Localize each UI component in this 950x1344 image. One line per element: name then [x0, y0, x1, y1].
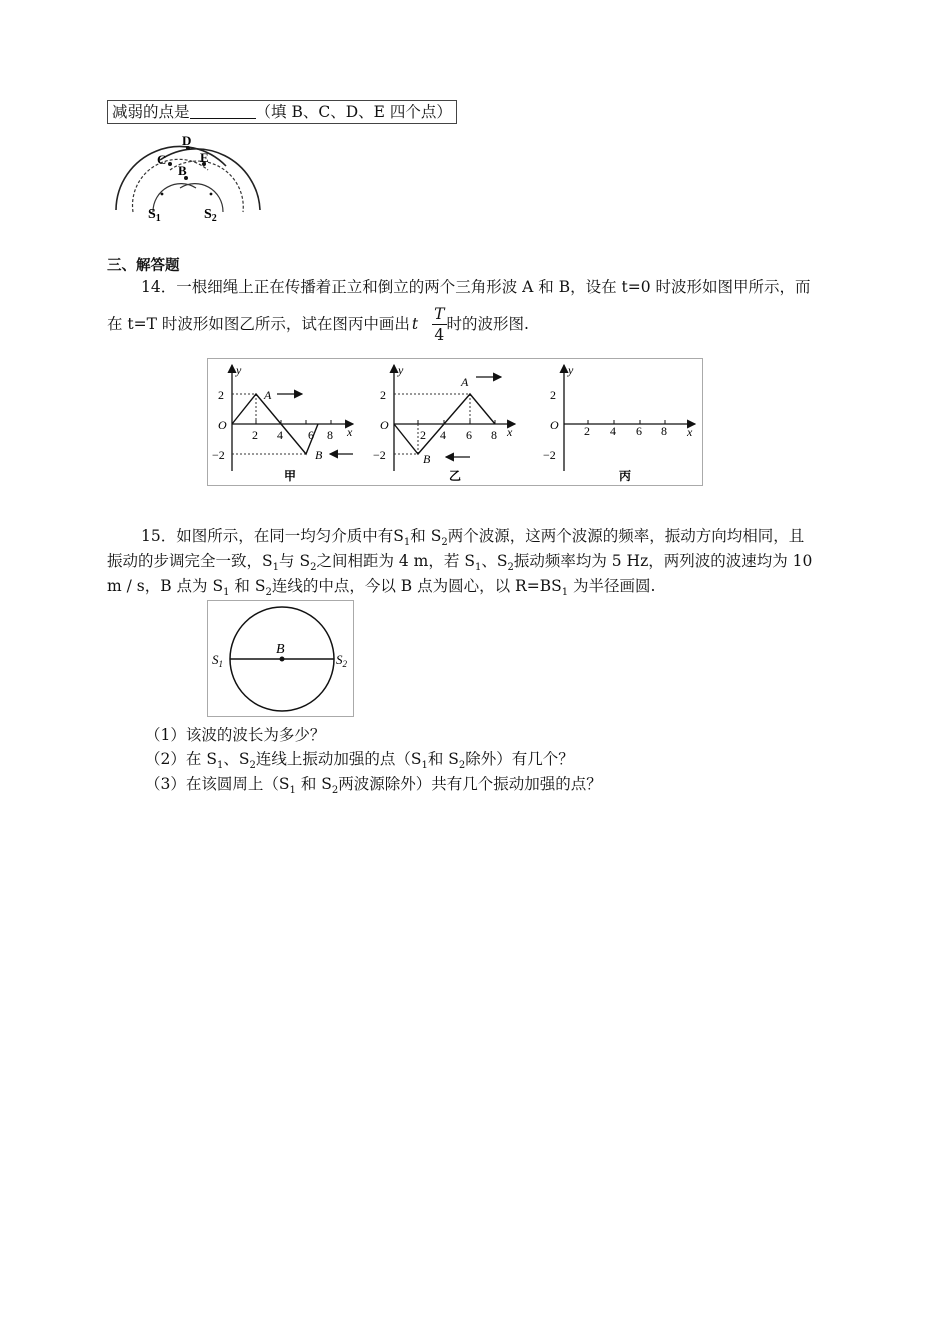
q15-text: 和 — [234, 577, 250, 595]
subscript: 1 — [403, 537, 411, 548]
x-tick: 8 — [327, 428, 333, 442]
label-s2: $S_2$ — [204, 207, 217, 224]
q14-line2-a: 在 t=T 时波形如图乙所示，试在图丙中画出 — [107, 315, 410, 333]
q15-text: （2）在 — [145, 750, 202, 768]
subscript: 2 — [331, 785, 339, 796]
q15-text: m / s，B 点为 — [107, 577, 208, 595]
y-tick: −2 — [212, 448, 225, 462]
q15-figure-frame — [207, 600, 354, 717]
label-d: D — [182, 133, 192, 148]
subscript: 2 — [441, 537, 448, 548]
y-tick: 2 — [550, 388, 556, 402]
x-tick: 4 — [277, 428, 283, 442]
answer-blank[interactable] — [190, 102, 256, 119]
caption-jia: 甲 — [284, 469, 297, 483]
subscript: 1 — [216, 760, 224, 771]
fraction-t-over-4 — [432, 304, 446, 345]
q15-text: 为半径画圆. — [573, 577, 656, 595]
x-tick: 2 — [584, 424, 590, 438]
subscript: 1 — [223, 587, 230, 598]
q15-text: 与 — [279, 552, 295, 570]
q15-line3 — [107, 575, 655, 604]
subscript: 1 — [272, 562, 280, 573]
subscript: 1 — [561, 587, 569, 598]
subscript: 1 — [421, 760, 428, 771]
x-tick: 2 — [252, 428, 258, 442]
x-tick: 6 — [466, 428, 472, 442]
graph-jia — [212, 363, 353, 483]
q15-text: 15．如图所示，在同一均匀介质中有 — [141, 527, 394, 545]
wave-arc-right-outer — [160, 149, 260, 210]
q15-text: 振动频率均为 5 Hz，两列波的波速均为 10 — [513, 552, 813, 570]
graph-yi — [373, 363, 515, 483]
subscript: 2 — [310, 562, 317, 573]
y-tick: −2 — [373, 448, 386, 462]
x-tick: 6 — [636, 424, 642, 438]
q15-text: 、 — [481, 552, 497, 570]
y-tick: 2 — [218, 388, 224, 402]
symbol-s: S — [278, 775, 290, 793]
q15-text: 连线的中点，今以 B 点为圆心，以 R=BS — [271, 577, 562, 595]
symbol-s: S — [254, 577, 266, 595]
wave-arc-right-small — [180, 184, 223, 212]
label-s2: $S_2$ — [336, 652, 347, 669]
label-e: E — [200, 150, 209, 165]
q13-answer-line — [107, 100, 457, 124]
origin-label: O — [550, 418, 559, 432]
origin-label: O — [218, 418, 227, 432]
q13-prefix: 减弱的点是 — [112, 103, 190, 121]
circle-figure — [208, 601, 353, 716]
y-label: y — [568, 363, 574, 377]
symbol-s: S — [238, 750, 250, 768]
subscript: 2 — [458, 760, 466, 771]
wave-a-label: A — [461, 375, 469, 389]
center-point-b — [280, 657, 285, 662]
fraction-denominator: 4 — [434, 325, 445, 344]
symbol-s: S — [299, 552, 311, 570]
y-tick: −2 — [543, 448, 556, 462]
wave-b-label: B — [423, 452, 431, 466]
wave-b-label: B — [315, 448, 323, 462]
source-s2-dot — [210, 193, 213, 196]
q15-subquestion-3 — [145, 773, 602, 802]
section-heading: 三、解答题 — [107, 258, 180, 274]
x-label: x — [687, 425, 693, 439]
point-c — [168, 162, 172, 166]
graph-bing — [543, 363, 695, 483]
label-c: C — [157, 152, 167, 167]
symbol-s: S — [212, 577, 224, 595]
q15-text: 之间相距为 4 m，若 — [316, 552, 460, 570]
y-tick: 2 — [380, 388, 386, 402]
q15-text: 和 — [427, 750, 444, 768]
q15-text: 振动的步调完全一致， — [107, 552, 263, 570]
subscript: 1 — [474, 562, 482, 573]
symbol-s: S — [464, 552, 475, 570]
origin-label: O — [380, 418, 389, 432]
y-label: y — [236, 363, 242, 377]
symbol-s: S — [448, 750, 459, 768]
symbol-s: S — [410, 750, 422, 768]
wave-a-label: A — [264, 388, 272, 402]
label-b: B — [178, 163, 187, 178]
subscript: 2 — [265, 587, 272, 598]
caption-yi: 乙 — [449, 469, 462, 483]
q13-suffix: （填 B、C、D、E 四个点） — [255, 103, 452, 121]
symbol-s: S — [393, 527, 404, 545]
subscript: 2 — [249, 760, 256, 771]
x-tick: 4 — [610, 424, 616, 438]
symbol-s: S — [430, 527, 442, 545]
q15-text: 两个波源，这两个波源的频率，振动方向均相同，且 — [447, 527, 805, 545]
source-s1-dot — [161, 193, 164, 196]
label-s1: $S_1$ — [212, 652, 223, 669]
subscript: 2 — [507, 562, 514, 573]
q15-text: 和 — [300, 775, 317, 793]
q15-text: 、 — [223, 750, 239, 768]
q14-line2-b: 时的波形图. — [446, 315, 529, 333]
q15-text: 两波源除外）共有几个振动加强的点？ — [338, 775, 602, 793]
symbol-s: S — [262, 552, 273, 570]
q15-subquestion-1: （1）该波的波长为多少？ — [145, 726, 326, 744]
x-tick: 6 — [308, 428, 314, 442]
symbol-s: S — [321, 775, 332, 793]
x-tick: 8 — [661, 424, 667, 438]
x-tick: 8 — [491, 428, 497, 442]
x-tick: 2 — [420, 428, 426, 442]
q14-line2 — [107, 299, 529, 349]
symbol-s: S — [496, 552, 508, 570]
x-tick: 4 — [440, 428, 446, 442]
q15-text: 除外）有几个？ — [465, 750, 574, 768]
q14-graph-panel — [207, 358, 703, 486]
q14-line1: 14．一根细绳上正在传播着正立和倒立的两个三角形波 A 和 B，设在 t=0 时波形如图甲所示，而 — [141, 278, 811, 296]
interference-figure — [108, 130, 268, 228]
symbol-s: S — [206, 750, 217, 768]
label-b: B — [276, 642, 285, 657]
wave-arc-left-small — [153, 184, 196, 212]
q14-var-t: t — [411, 315, 419, 333]
label-s1: $S_1$ — [148, 207, 161, 224]
fraction-numerator: T — [434, 304, 445, 323]
q14-graphs — [208, 359, 702, 485]
caption-bing: 丙 — [619, 469, 632, 483]
q15-text: 和 — [410, 527, 426, 545]
q15-text: 连线上振动加强的点（ — [255, 750, 411, 768]
subscript: 1 — [289, 785, 296, 796]
x-label: x — [507, 425, 513, 439]
q15-text: （3）在该圆周上（ — [145, 775, 279, 793]
y-label: y — [398, 363, 404, 377]
x-label: x — [347, 425, 353, 439]
